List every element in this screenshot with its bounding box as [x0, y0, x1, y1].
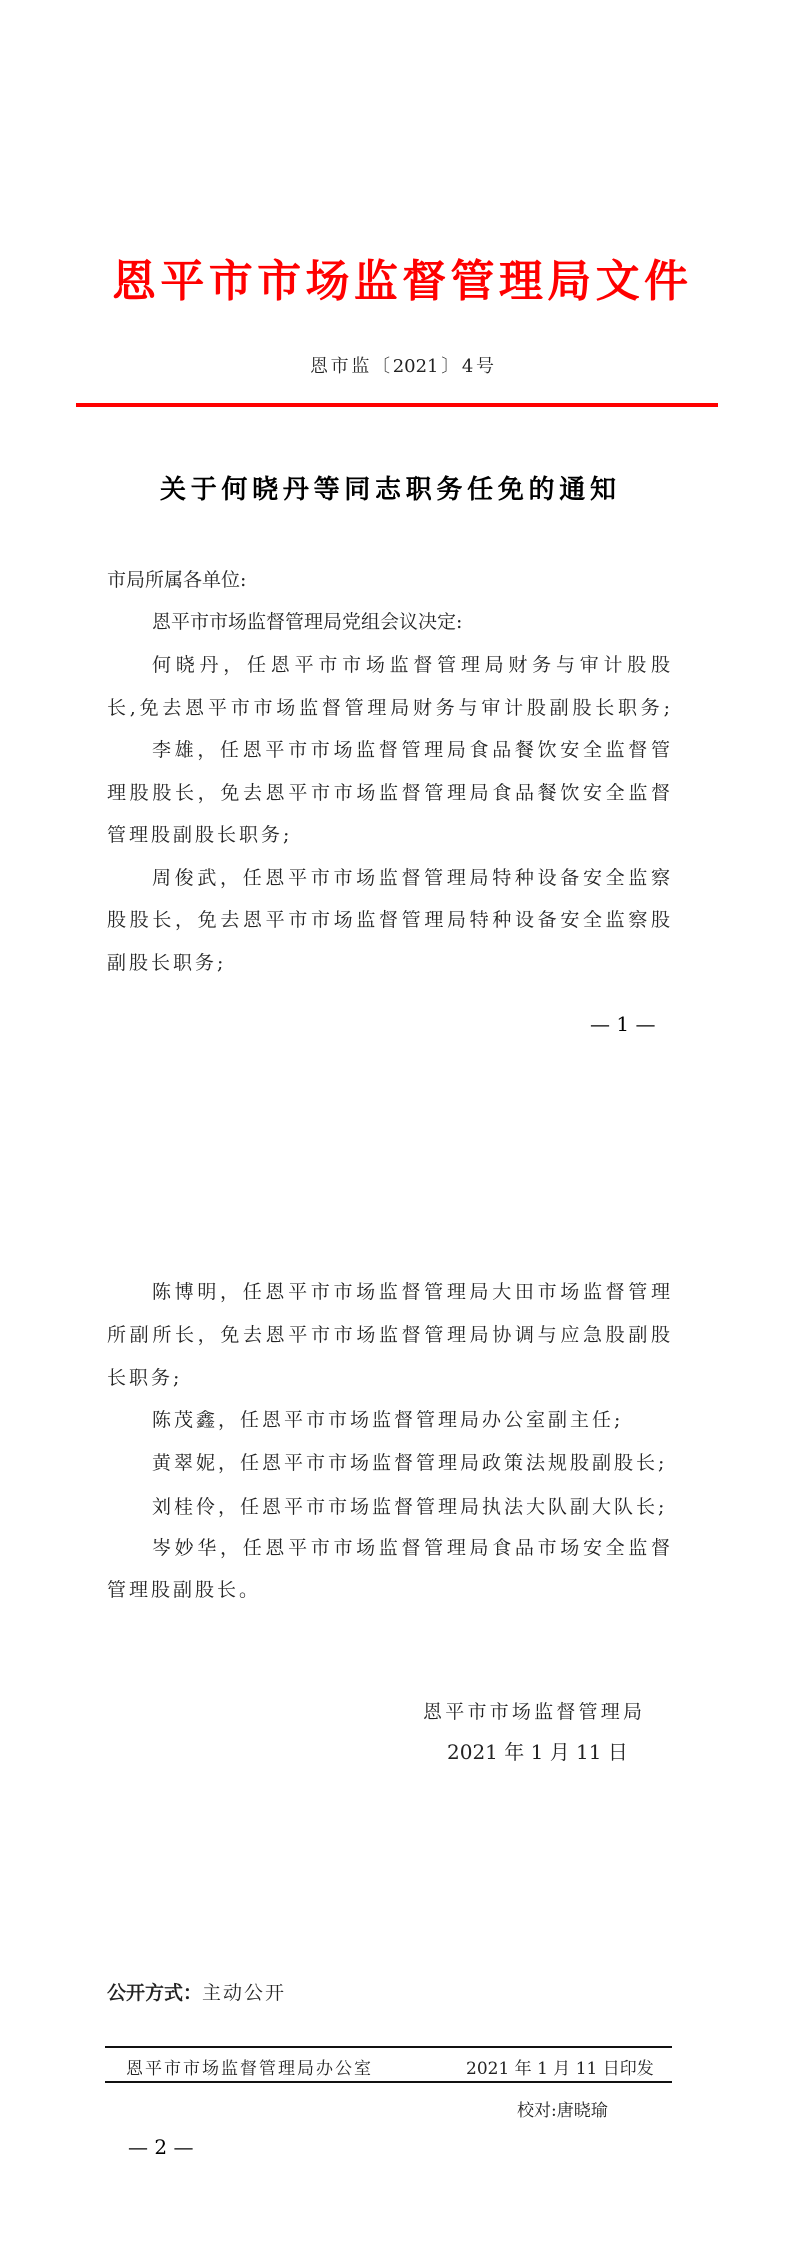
appointment-line: 副股长职务;	[107, 952, 227, 974]
signature-date: 2021 年 1 月 11 日	[447, 1740, 628, 1764]
appointment-line: 岑妙华，任恩平市市场监督管理局食品市场安全监督	[152, 1537, 670, 1559]
signature-org: 恩平市市场监督管理局	[423, 1701, 642, 1723]
issuing-office: 恩平市市场监督管理局办公室	[126, 2059, 373, 2079]
red-divider	[76, 403, 718, 407]
appointment-line: 陈茂鑫，任恩平市市场监督管理局办公室副主任;	[152, 1409, 624, 1431]
appointment-line: 李雄，任恩平市市场监督管理局食品餐饮安全监督管	[152, 739, 670, 761]
intro-paragraph: 恩平市市场监督管理局党组会议决定:	[152, 611, 463, 633]
disclosure-value: 主动公开	[202, 1982, 287, 2004]
footer-rule-top	[105, 2046, 672, 2048]
issue-date: 2021 年 1 月 11 日印发	[466, 2059, 654, 2079]
appointment-line: 股股长，免去恩平市市场监督管理局特种设备安全监察股	[107, 909, 670, 931]
appointment-line: 所副所长，免去恩平市市场监督管理局协调与应急股副股	[107, 1324, 670, 1346]
disclosure-label: 公开方式：	[107, 1982, 203, 2004]
appointment-line: 长,免去恩平市市场监督管理局财务与审计股副股长职务;	[107, 697, 670, 719]
appointment-line: 管理股副股长职务;	[107, 824, 293, 846]
page-number-1: — 1 —	[590, 1012, 656, 1036]
appointment-line: 何晓丹，任恩平市市场监督管理局财务与审计股股	[152, 654, 670, 676]
page-number-2: — 2 —	[128, 2135, 194, 2159]
proofreader: 校对:唐晓瑜	[517, 2101, 608, 2121]
appointment-line: 长职务;	[107, 1367, 183, 1389]
disclosure	[107, 1978, 286, 2008]
appointment-line: 刘桂伶，任恩平市市场监督管理局执法大队副大队长;	[152, 1496, 668, 1518]
appointment-line: 黄翠妮，任恩平市市场监督管理局政策法规股副股长;	[152, 1452, 668, 1474]
appointment-line: 管理股副股长。	[107, 1579, 262, 1601]
notice-heading: 关于何晓丹等同志职务任免的通知	[160, 475, 616, 505]
footer-rule-bottom	[105, 2081, 672, 2083]
appointment-line: 周俊武，任恩平市市场监督管理局特种设备安全监察	[152, 867, 670, 889]
document-title: 恩平市市场监督管理局文件	[112, 256, 688, 307]
document-number: 恩市监〔2021〕4号	[310, 356, 494, 377]
salutation: 市局所属各单位:	[107, 569, 247, 591]
appointment-line: 理股股长，免去恩平市市场监督管理局食品餐饮安全监督	[107, 782, 670, 804]
appointment-line: 陈博明，任恩平市市场监督管理局大田市场监督管理	[152, 1281, 670, 1303]
